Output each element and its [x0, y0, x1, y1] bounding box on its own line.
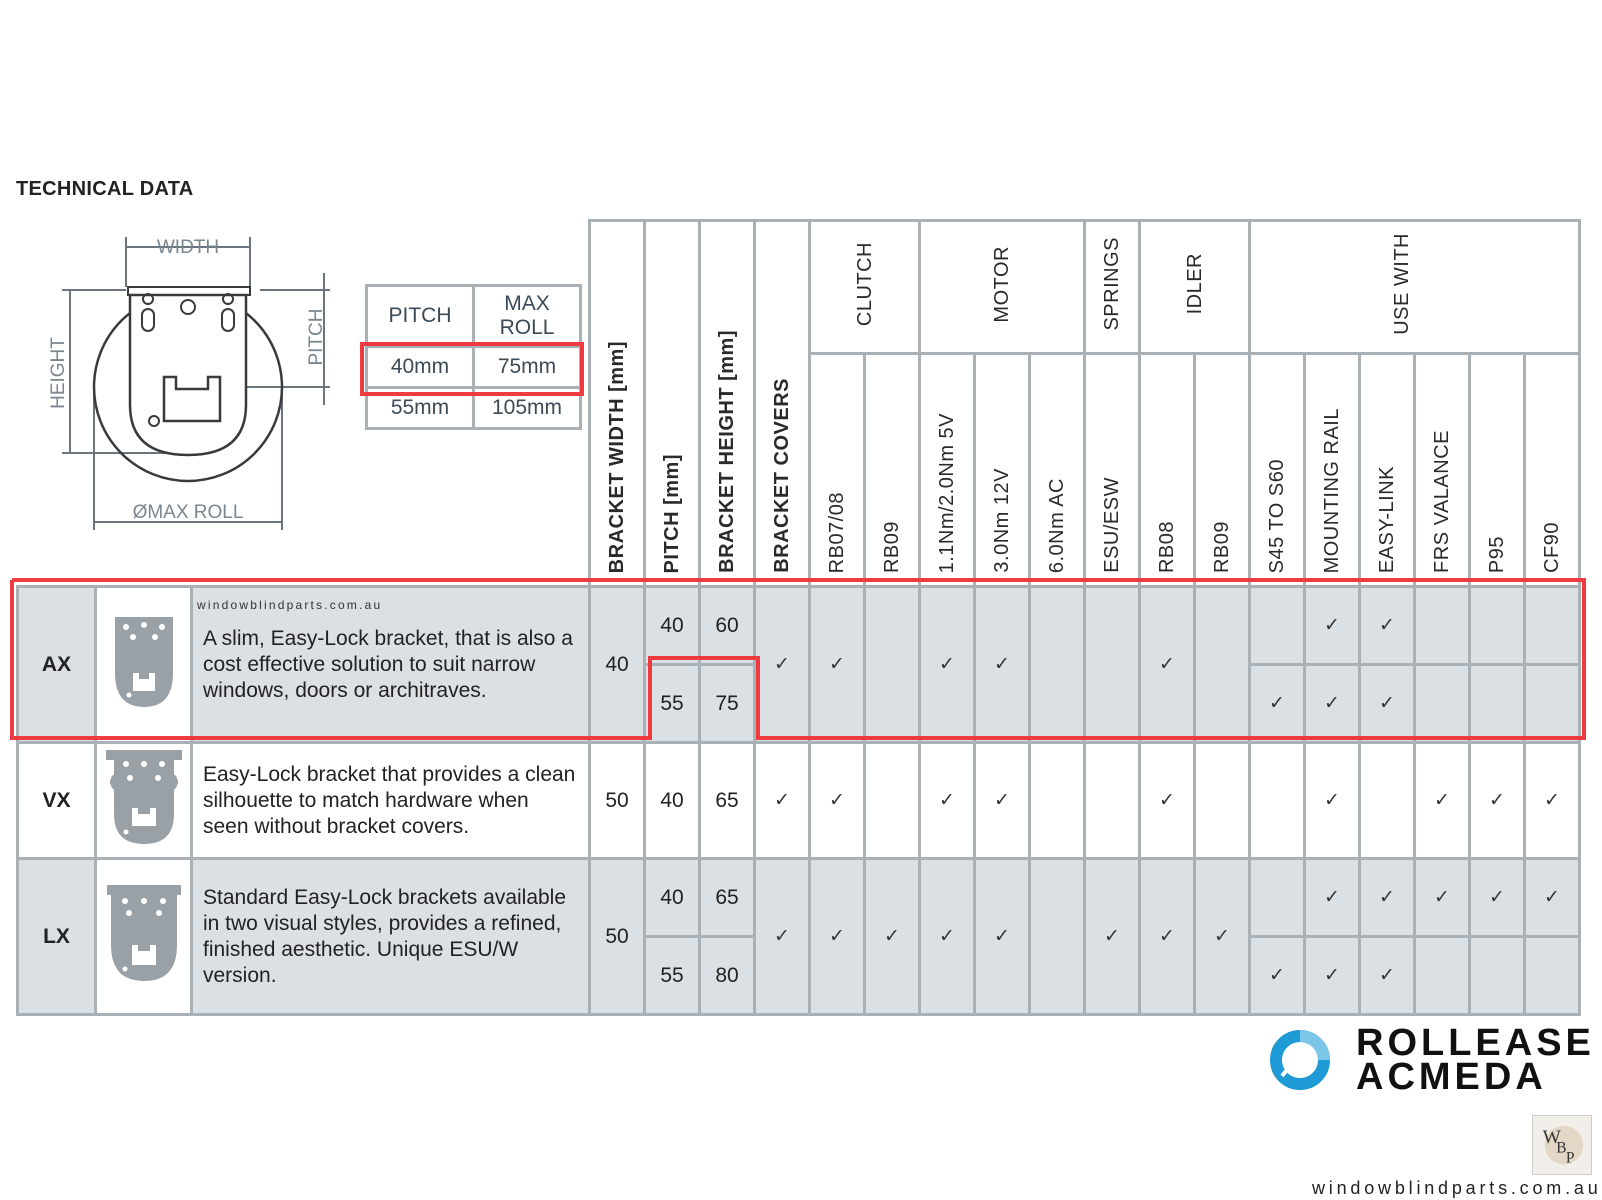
header-group-springs: SPRINGS [1085, 221, 1140, 354]
tick-p95: ✓ [1470, 743, 1525, 859]
header-use-cf90: CF90 [1525, 354, 1580, 587]
tick-clutch-rb09: ✓ [865, 859, 920, 1015]
bracket-height-value: 65 [700, 743, 755, 859]
pitch-value: 55mm [367, 388, 474, 429]
bracket-code: VX [18, 743, 96, 859]
bracket-image-lx [96, 859, 192, 1015]
table-row-ax [18, 587, 1580, 665]
tick-easy-link: ✓ [1360, 859, 1415, 937]
brand-name-line-1: ROLLEASE [1356, 1022, 1595, 1064]
max-roll-value: 105mm [474, 388, 581, 429]
svg-text:B: B [1556, 1139, 1567, 1157]
pitch-value: 40 [645, 743, 700, 859]
tick-p95: ✓ [1470, 859, 1525, 937]
header-group-use-with: USE WITH [1250, 221, 1580, 354]
bracket-width-value: 50 [590, 859, 645, 1015]
tick-idler-rb08: ✓ [1140, 859, 1195, 1015]
header-clutch-rb0708: RB07/08 [810, 354, 865, 587]
bracket-height-value: 65 [700, 859, 755, 937]
tick-s45-s60: ✓ [1250, 665, 1305, 743]
height-label: HEIGHT [48, 337, 69, 409]
header-idler-rb08: RB08 [1140, 354, 1195, 587]
bracket-description: Standard Easy-Lock brackets available in two visual styles, provides a refined, finished aesthetic. Unique ESU/W version. [192, 859, 590, 1015]
header-group-clutch: CLUTCH [810, 221, 920, 354]
tick-s45-s60: ✓ [1250, 937, 1305, 1015]
max-roll-label: ØMAX ROLL [132, 502, 244, 523]
pitch-value: 55 [645, 937, 700, 1015]
bracket-width-value: 40 [590, 587, 645, 743]
brand-logo [1268, 1022, 1595, 1098]
pitch-label: PITCH [306, 308, 327, 366]
tick-bracket-covers: ✓ [755, 587, 810, 743]
tick-clutch-rb0708: ✓ [810, 587, 865, 743]
tick-frs-valance: ✓ [1415, 859, 1470, 937]
bracket-vx-icon [104, 746, 184, 850]
max-roll-header: MAX ROLL [474, 286, 581, 347]
tick-cf90: ✓ [1525, 743, 1580, 859]
wbp-logo-icon [1532, 1115, 1592, 1175]
bracket-ax-icon [111, 613, 177, 711]
header-motor-5v: 1.1Nm/2.0Nm 5V [920, 354, 975, 587]
bracket-description: Easy-Lock bracket that provides a clean silhouette to match hardware when seen without bracket covers. [192, 743, 590, 859]
section-title: TECHNICAL DATA [16, 178, 194, 200]
bracket-height-value: 80 [700, 937, 755, 1015]
header-motor-12v: 3.0Nm 12V [975, 354, 1030, 587]
header-bracket-covers: BRACKET COVERS [755, 221, 810, 587]
tick-idler-rb08: ✓ [1140, 587, 1195, 743]
header-use-p95: P95 [1470, 354, 1525, 587]
tick-idler-rb09: ✓ [1195, 859, 1250, 1015]
technical-data-table [16, 219, 1581, 1016]
pitch-value: 55 [645, 665, 700, 743]
header-bracket-height: BRACKET HEIGHT [mm] [700, 221, 755, 587]
pitch-value: 40 [645, 859, 700, 937]
pitch-header: PITCH [367, 286, 474, 347]
svg-text:P: P [1565, 1149, 1575, 1167]
tick-motor-12v: ✓ [975, 587, 1030, 743]
tick-easy-link: ✓ [1360, 937, 1415, 1015]
header-clutch-rb09: RB09 [865, 354, 920, 587]
tick-motor-12v: ✓ [975, 859, 1030, 1015]
tick-motor-5v: ✓ [920, 587, 975, 743]
header-springs-esu-esw: ESU/ESW [1085, 354, 1140, 587]
bracket-image-vx [96, 743, 192, 859]
header-group-idler: IDLER [1140, 221, 1250, 354]
svg-text:W: W [1542, 1127, 1561, 1149]
bracket-description: windowblindparts.com.au A slim, Easy-Lock bracket, that is also a cost effective solution to suit narrow windows, doors or architraves. [192, 587, 590, 743]
header-idler-rb09: RB09 [1195, 354, 1250, 587]
header-use-frs-valance: FRS VALANCE [1415, 354, 1470, 587]
tick-clutch-rb0708: ✓ [810, 859, 865, 1015]
header-use-easy-link: EASY-LINK [1360, 354, 1415, 587]
pitch-value: 40 [645, 587, 700, 665]
bracket-image-ax [96, 587, 192, 743]
footer-url: windowblindparts.com.au [1312, 1178, 1602, 1198]
tick-bracket-covers: ✓ [755, 859, 810, 1015]
tick-mounting-rail: ✓ [1305, 665, 1360, 743]
tick-motor-5v: ✓ [920, 859, 975, 1015]
bracket-code: AX [18, 587, 96, 743]
tick-motor-5v: ✓ [920, 743, 975, 859]
bracket-width-value: 50 [590, 743, 645, 859]
header-pitch: PITCH [mm] [645, 221, 700, 587]
tick-mounting-rail: ✓ [1305, 937, 1360, 1015]
rollease-ring-icon [1268, 1028, 1332, 1092]
header-use-mounting-rail: MOUNTING RAIL [1305, 354, 1360, 587]
bracket-height-value: 75 [700, 665, 755, 743]
tick-easy-link: ✓ [1360, 587, 1415, 665]
pitch-value: 40mm [367, 347, 474, 388]
table-row-vx [18, 743, 1580, 859]
tick-mounting-rail: ✓ [1305, 859, 1360, 937]
tick-clutch-rb0708: ✓ [810, 743, 865, 859]
tick-motor-12v: ✓ [975, 743, 1030, 859]
max-roll-value: 75mm [474, 347, 581, 388]
header-bracket-width: BRACKET WIDTH [mm] [590, 221, 645, 587]
tick-cf90: ✓ [1525, 859, 1580, 937]
tick-springs-esu-esw: ✓ [1085, 859, 1140, 1015]
tick-idler-rb08: ✓ [1140, 743, 1195, 859]
header-motor-ac: 6.0Nm AC [1030, 354, 1085, 587]
tick-mounting-rail: ✓ [1305, 587, 1360, 665]
header-use-s45-s60: S45 TO S60 [1250, 354, 1305, 587]
tick-mounting-rail: ✓ [1305, 743, 1360, 859]
tick-bracket-covers: ✓ [755, 743, 810, 859]
table-row-lx [18, 859, 1580, 937]
bracket-lx-icon [105, 881, 183, 987]
watermark-text: windowblindparts.com.au [197, 598, 383, 612]
tick-frs-valance: ✓ [1415, 743, 1470, 859]
brand-name-line-2: ACMEDA [1356, 1056, 1547, 1098]
bracket-code: LX [18, 859, 96, 1015]
width-label: WIDTH [156, 237, 220, 258]
tick-easy-link: ✓ [1360, 665, 1415, 743]
header-group-motor: MOTOR [920, 221, 1085, 354]
bracket-height-value: 60 [700, 587, 755, 665]
